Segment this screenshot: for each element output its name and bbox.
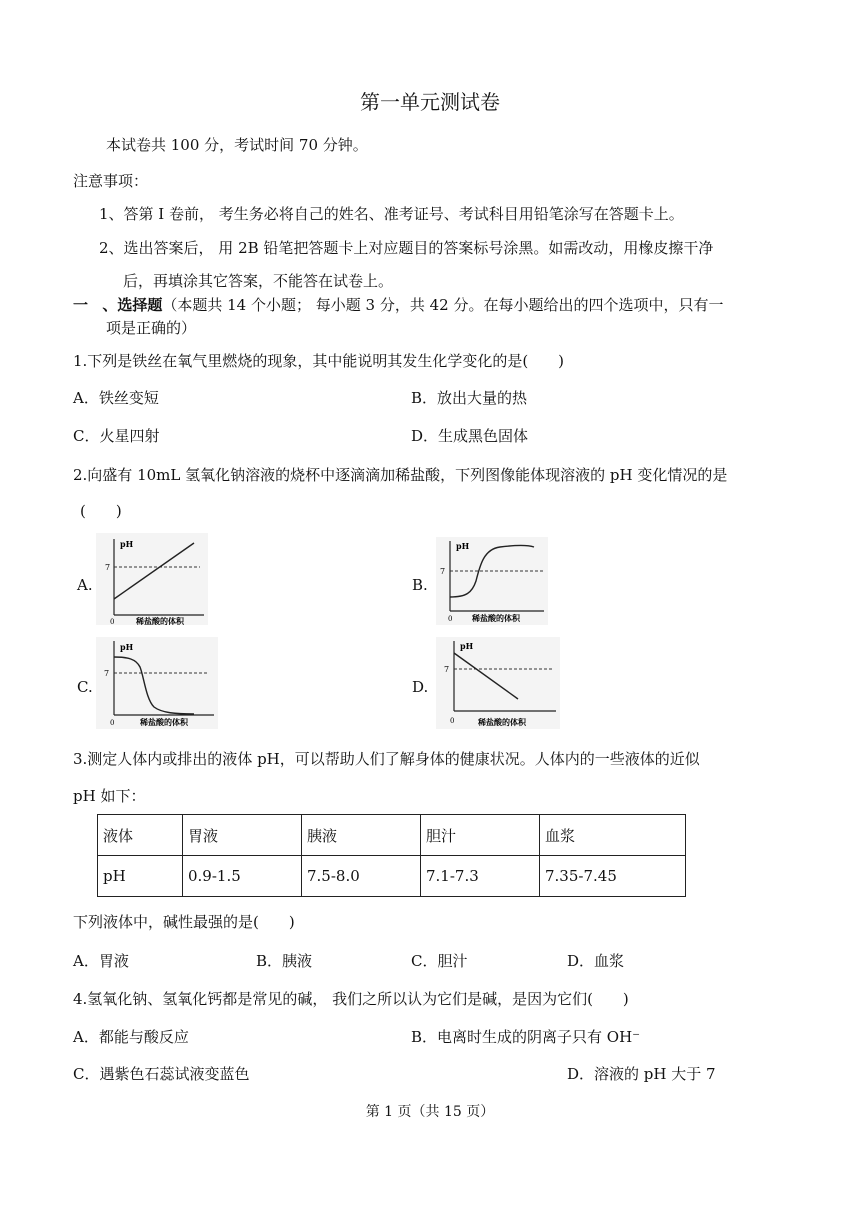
graph-y-label: pH (456, 541, 470, 551)
intro-text: 本试卷共 100 分，考试时间 70 分钟。 (106, 136, 368, 154)
graph-label-b: B. (412, 576, 428, 594)
question-1-option-b: B．放出大量的热 (411, 389, 528, 407)
section-name: 、选择题 (102, 296, 163, 314)
question-1-option-a: A．铁丝变短 (73, 389, 159, 407)
question-3-option-b: B．胰液 (256, 952, 313, 970)
graph-y-label: pH (120, 642, 134, 652)
graph-c (96, 637, 218, 729)
note-item: 1、答第 I 卷前， 考生务必将自己的姓名、准考证号、考试科目用铅笔涂写在答题卡上。 (99, 205, 684, 223)
question-4-stem: 4.氢氧化钠、氢氧化钙都是常见的碱， 我们之所以认为它们是碱，是因为它们( ) (73, 990, 629, 1008)
page-footer: 第 1 页（共 15 页） (365, 1104, 495, 1120)
graph-origin-label: 0 (450, 717, 455, 725)
question-3-stem: 3.测定人体内或排出的液体 pH，可以帮助人们了解身体的健康状况。人体内的一些液体的近似 (73, 750, 700, 768)
table-cell: 血浆 (540, 815, 686, 856)
question-3-option-a: A．胃液 (73, 952, 129, 970)
question-4-option-d: D．溶液的 pH 大于 7 (567, 1065, 716, 1083)
graph-x-label: 稀盐酸的体积 (140, 717, 188, 727)
graph-label-a: A. (77, 576, 93, 594)
graph-d (436, 637, 560, 729)
ph-table (97, 814, 686, 897)
graph-seven-label: 7 (440, 567, 446, 576)
question-4-option-a: A．都能与酸反应 (73, 1028, 189, 1046)
question-3-option-d: D．血浆 (567, 952, 625, 970)
table-cell: pH (98, 856, 183, 897)
note-item: 2、选出答案后， 用 2B 铅笔把答题卡上对应题目的答案标号涂黑。如需改动，用橡皮擦干净 (99, 239, 714, 257)
graph-label-d: D. (412, 678, 429, 696)
graph-y-label: pH (120, 539, 134, 549)
question-2-stem-continued: ( ) (80, 502, 122, 520)
question-4-option-c: C．遇紫色石蕊试液变蓝色 (73, 1065, 250, 1083)
question-3-stem-continued: pH 如下： (73, 787, 146, 805)
graph-origin-label: 0 (110, 719, 115, 727)
question-1-stem: 1.下列是铁丝在氧气里燃烧的现象，其中能说明其发生化学变化的是( ) (73, 352, 565, 370)
graph-b (436, 537, 548, 625)
question-3-question: 下列液体中，碱性最强的是( ) (73, 913, 295, 931)
graph-label-c: C. (77, 678, 93, 696)
note-item-continued: 后，再填涂其它答案，不能答在试卷上。 (123, 272, 394, 290)
table-cell: 胆汁 (421, 815, 540, 856)
graph-origin-label: 0 (110, 618, 115, 625)
notes-heading: 注意事项： (73, 172, 149, 190)
graph-x-label: 稀盐酸的体积 (472, 613, 520, 623)
ph-curve (114, 543, 194, 599)
table-cell: 7.5-8.0 (302, 856, 421, 897)
question-1-option-d: D．生成黑色固体 (411, 427, 529, 445)
graph-y-label: pH (460, 641, 474, 651)
table-row (98, 815, 686, 856)
question-3-option-c: C．胆汁 (411, 952, 468, 970)
table-cell: 胃液 (183, 815, 302, 856)
section-desc: （本题共 14 个小题； 每小题 3 分，共 42 分。在每小题给出的四个选项中，只有一 (162, 296, 724, 314)
table-cell: 液体 (98, 815, 183, 856)
section-desc-continued: 项是正确的） (106, 319, 197, 337)
graph-seven-label: 7 (444, 665, 450, 674)
question-1-option-c: C．火星四射 (73, 427, 160, 445)
section-heading (73, 294, 723, 315)
table-cell: 7.35-7.45 (540, 856, 686, 897)
ph-curve (114, 657, 194, 714)
graph-seven-label: 7 (105, 563, 111, 572)
table-cell: 胰液 (302, 815, 421, 856)
graph-origin-label: 0 (448, 615, 453, 623)
table-cell: 0.9-1.5 (183, 856, 302, 897)
section-number: 一 (73, 296, 89, 314)
question-2-stem: 2.向盛有 10mL 氢氧化钠溶液的烧杯中逐滴滴加稀盐酸，下列图像能体现溶液的 pH 变化情况的是 (73, 466, 728, 484)
graph-x-label: 稀盐酸的体积 (136, 616, 184, 625)
table-row (98, 856, 686, 897)
graph-a (96, 533, 208, 625)
question-4-option-b: B．电离时生成的阴离子只有 OH⁻ (411, 1028, 641, 1046)
graph-seven-label: 7 (104, 669, 110, 678)
ph-curve (454, 653, 518, 699)
graph-x-label: 稀盐酸的体积 (478, 717, 526, 727)
table-cell: 7.1-7.3 (421, 856, 540, 897)
page-title: 第一单元测试卷 (360, 90, 500, 114)
